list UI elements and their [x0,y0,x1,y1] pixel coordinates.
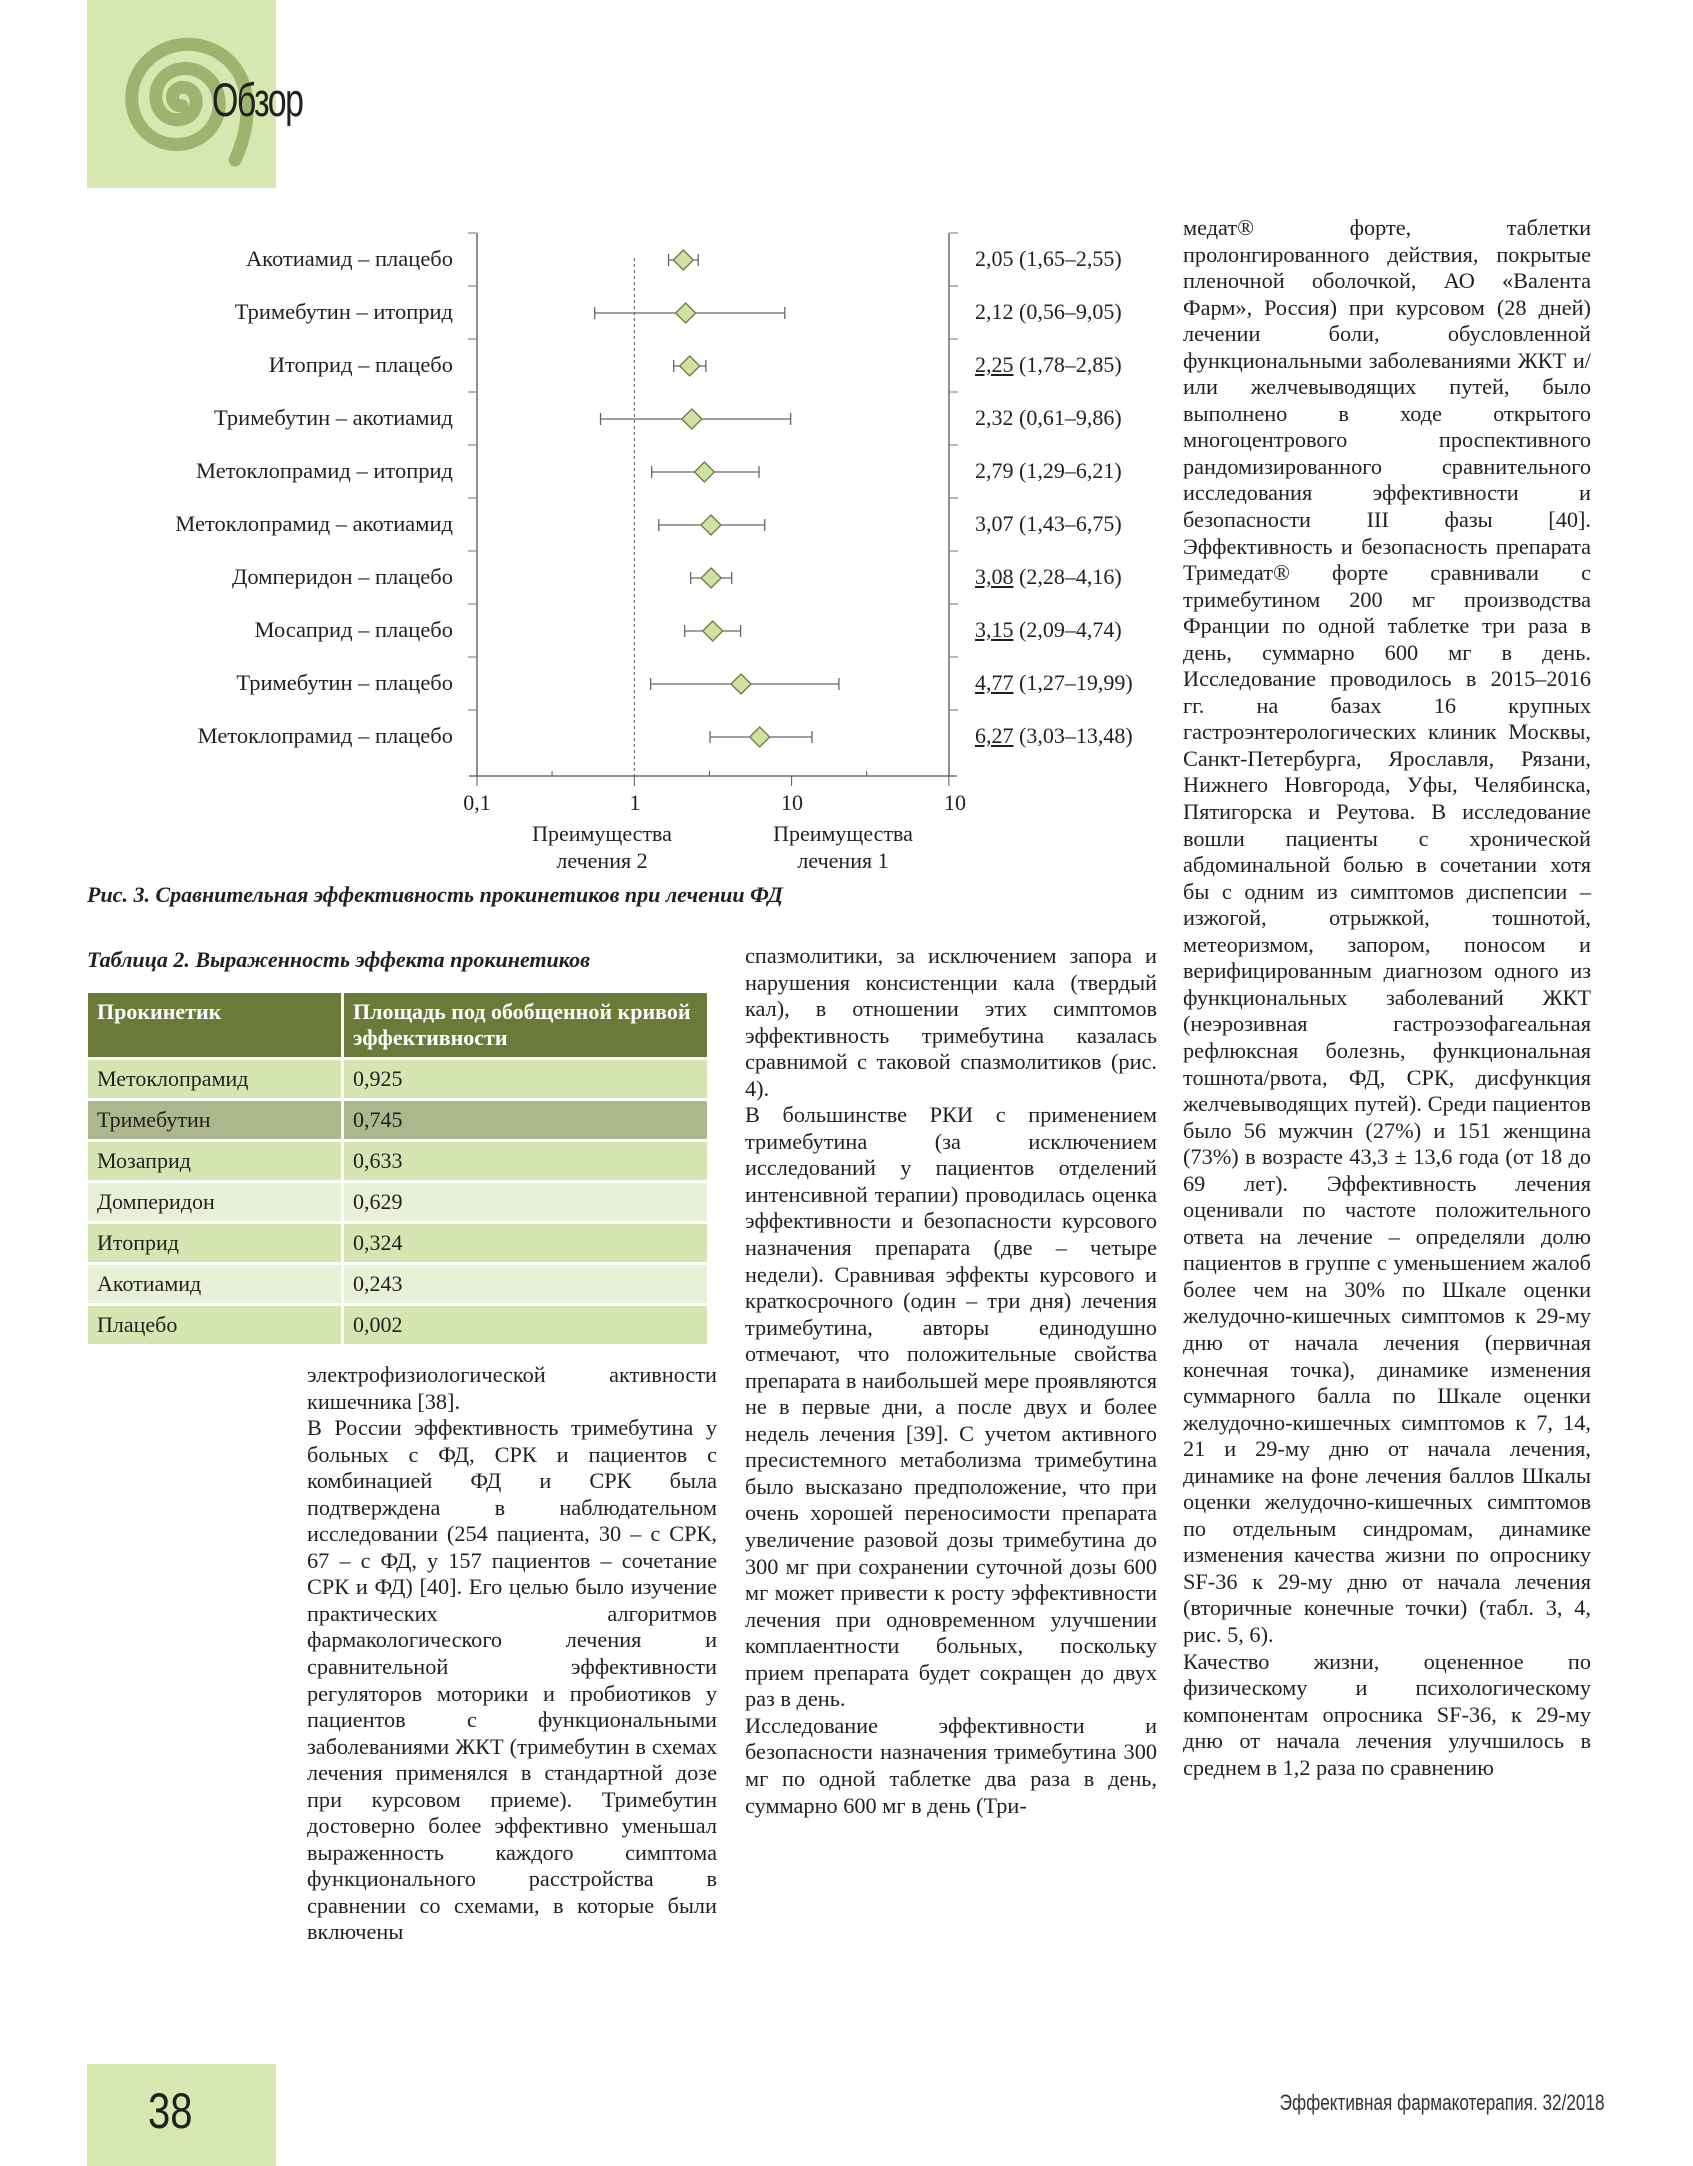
table-row [88,1183,707,1221]
table-cell: Метоклопрамид [88,1060,341,1098]
chart-row-label: Тримебутин – акотиамид [214,405,453,430]
chart-row-value: 2,79 (1,29–6,21) [975,458,1122,483]
paragraph: Качество жизни, оцененное по физическому и психологическому компонентам опросника SF-36, к 29-му дню от начала лечения улучшилось в среднем в 1,2 раза по сравнению [1183,1648,1591,1780]
table-caption: Таблица 2. Выраженность эффекта прокинетиков [87,947,590,972]
estimate-marker [703,621,723,641]
table-cell: Домперидон [88,1183,341,1221]
chart-row-value: 3,08 (2,28–4,16) [975,564,1122,589]
estimate-marker [676,303,696,323]
x-tick-label: 1 [629,790,641,815]
table-row [88,1224,707,1262]
table-header-cell: Прокинетик [88,993,341,1057]
estimate-marker [701,568,721,588]
chart-row-value: 4,77 (1,27–19,99) [975,670,1133,695]
estimate-marker [673,250,693,270]
table-row [88,1265,707,1303]
table-row [88,1142,707,1180]
table-cell: Плацебо [88,1306,341,1344]
table-row [88,1060,707,1098]
chart-row-label: Акотиамид – плацебо [245,246,453,271]
page-number: 38 [148,2083,193,2139]
table-cell: 0,324 [344,1224,707,1262]
chart-row-value: 3,15 (2,09–4,74) [975,617,1122,642]
paragraph: электрофизиологической активности кишечника [38]. [307,1362,717,1414]
paragraph: Исследование эффективности и безопасности назначения тримебутина 300 мг по одной таблетке два раза в день, суммарно 600 мг в день (Три- [745,1712,1157,1818]
table-header-cell: Площадь под обобщенной кривой эффективности [344,993,707,1057]
paragraph: медат® форте, таблетки пролонгированного действия, покрытые пленочной оболочкой, АО «Валента Фарм», Россия) при курсовом (28 дней) лечении боли, обусловленной функциональными заболеваниями ЖКТ и/или желчевыводящих путей, было выполнено в ходе открытого многоцентрового проспективного рандомизированного сравнительного исследования эффективности и безопасности III фазы [40]. Эффективность и безопасность препарата Тримедат® форте сравнивали с тримебутином 200 мг производства Франции по одной таблетке три раза в день, суммарно 600 мг в день. Исследование проводилось в 2015–2016 гг. на базах 16 крупных гастроэнтерологических клиник Москвы, Санкт-Петербурга, Ярославля, Рязани, Нижнего Новгорода, Уфы, Челябинска, Пятигорска и Реутова. В исследование вошли пациенты с хронической абдоминальной болью в сочетании хотя бы с одним из симптомов диспепсии – изжогой, отрыжкой, тошнотой, метеоризмом, запором, поносом и верифицированным диагнозом одного из функциональных заболеваний ЖКТ (неэрозивная гастроэзофагеальная рефлюксная болезнь, функциональная тошнота/рвота, ФД, СРК, дисфункция желчевыводящих путей). Среди пациентов было 56 мужчин (27%) и 151 женщина (73%) в возрасте 43,3 ± 13,6 года (от 18 до 69 лет). Эффективность лечения оценивали по частоте положительного ответа на лечение – определяли долю пациентов в группе с уменьшением жалоб более чем на 30% по Шкале оценки желудочно-кишечных симптомов к 29-му дню от начала лечения (первичная конечная точка), динамике изменения суммарного балла по Шкале оценки желудочно-кишечных симптомов к 7, 14, 21 и 29-му дню от начала лечения, динамике на фоне лечения баллов Шкалы оценки желудочно-кишечных симптомов по отдельным синдромам, динамике изменения качества жизни по опроснику SF-36 к 29-му дню от начала лечения (вторичные конечные точки) (табл. 3, 4, рис. 5, 6). [1183,215,1591,1647]
chart-row-label: Метоклопрамид – плацебо [197,723,453,748]
chart-row-label: Итоприд – плацебо [268,352,453,377]
chart-row-value: 6,27 (3,03–13,48) [975,723,1133,748]
table-cell: 0,633 [344,1142,707,1180]
table-cell: Тримебутин [88,1101,341,1139]
chart-row-value: 2,12 (0,56–9,05) [975,299,1122,324]
chart-row-value: 2,05 (1,65–2,55) [975,246,1122,271]
chart-row-value: 3,07 (1,43–6,75) [975,511,1122,536]
text-column-right [1183,215,1591,1781]
table-prokinetics [85,990,710,1347]
x-label-right: Преимущества лечения 1 [773,821,913,873]
figure-caption: Рис. 3. Сравнительная эффективность прокинетиков при лечении ФД [87,882,783,907]
paragraph: В России эффективность тримебутина у больных с ФД, СРК и пациентов с комбинацией ФД и СРК была подтверждена в наблюдательном исследовании (254 пациента, 30 – с СРК, 67 – с ФД, у 157 пациентов – сочетание СРК и ФД) [40]. Его целью было изучение практических алгоритмов фармакологического лечения и сравнительной эффективности регуляторов моторики и пробиотиков у пациентов с функциональными заболеваниями ЖКТ (тримебутин в схемах лечения применялся в стандартной дозе при курсовом приеме). Тримебутин достоверно более эффективно уменьшал выраженность каждого симптома функционального расстройства в сравнении со схемами, в которые были включены [307,1415,717,1945]
paragraph: спазмолитики, за исключением запора и нарушения консистенции кала (твердый кал), в отношении этих симптомов эффективность тримебутина казалась сравнимой с таковой спазмолитиков (рис. 4). [745,943,1157,1101]
table-cell: Итоприд [88,1224,341,1262]
paragraph: В большинстве РКИ с применением тримебутина (за исключением исследований у пациентов отделений интенсивной терапии) проводилась оценка эффективности и безопасности курсового назначения препарата (две – четыре недели). Сравнивая эффекты курсового и краткосрочного (один – три дня) лечения тримебутина, авторы единодушно отмечают, что положительные свойства препарата в наибольшей мере проявляются не в первые дни, а после двух и более недель лечения [39]. С учетом активного пресистемного метаболизма тримебутина было высказано предположение, что при очень хорошей переносимости препарата увеличение разовой дозы тримебутина до 300 мг при сохранении суточной дозы 600 мг может привести к росту эффективности лечения при одновременном улучшении комплаентности больных, поскольку прием препарата будет сокращен до двух раз в день. [745,1102,1157,1712]
estimate-marker [731,674,751,694]
chart-row-value: 2,25 (1,78–2,85) [975,352,1122,377]
table-cell: 0,243 [344,1265,707,1303]
table-row [88,1101,707,1139]
table-cell: 0,925 [344,1060,707,1098]
text-column-middle [745,943,1157,1819]
chart-row-label: Домперидон – плацебо [232,564,453,589]
table-cell: Мозаприд [88,1142,341,1180]
estimate-marker [680,356,700,376]
x-tick-label: 10 [781,790,803,815]
estimate-marker [694,462,714,482]
chart-row-label: Тримебутин – плацебо [236,670,453,695]
x-tick-label: 0,1 [463,790,491,815]
chart-row-label: Метоклопрамид – итоприд [195,458,453,483]
estimate-marker [701,515,721,535]
table-row [88,1306,707,1344]
table-cell: 0,002 [344,1306,707,1344]
chart-row-value: 2,32 (0,61–9,86) [975,405,1122,430]
x-label-left: Преимущества лечения 2 [532,821,672,873]
table-cell: 0,629 [344,1183,707,1221]
chart-row-label: Мосаприд – плацебо [254,617,453,642]
section-title: Обзор [212,73,303,126]
table-cell: Акотиамид [88,1265,341,1303]
x-tick-label: 10 [944,790,966,815]
chart-row-label: Метоклопрамид – акотиамид [175,511,453,536]
text-column-left [307,1362,717,1946]
estimate-marker [682,409,702,429]
estimate-marker [750,727,770,747]
chart-row-label: Тримебутин – итоприд [234,299,453,324]
table-cell: 0,745 [344,1101,707,1139]
journal-footer: Эффективная фармакотерапия. 32/2018 [1280,2090,1605,2115]
